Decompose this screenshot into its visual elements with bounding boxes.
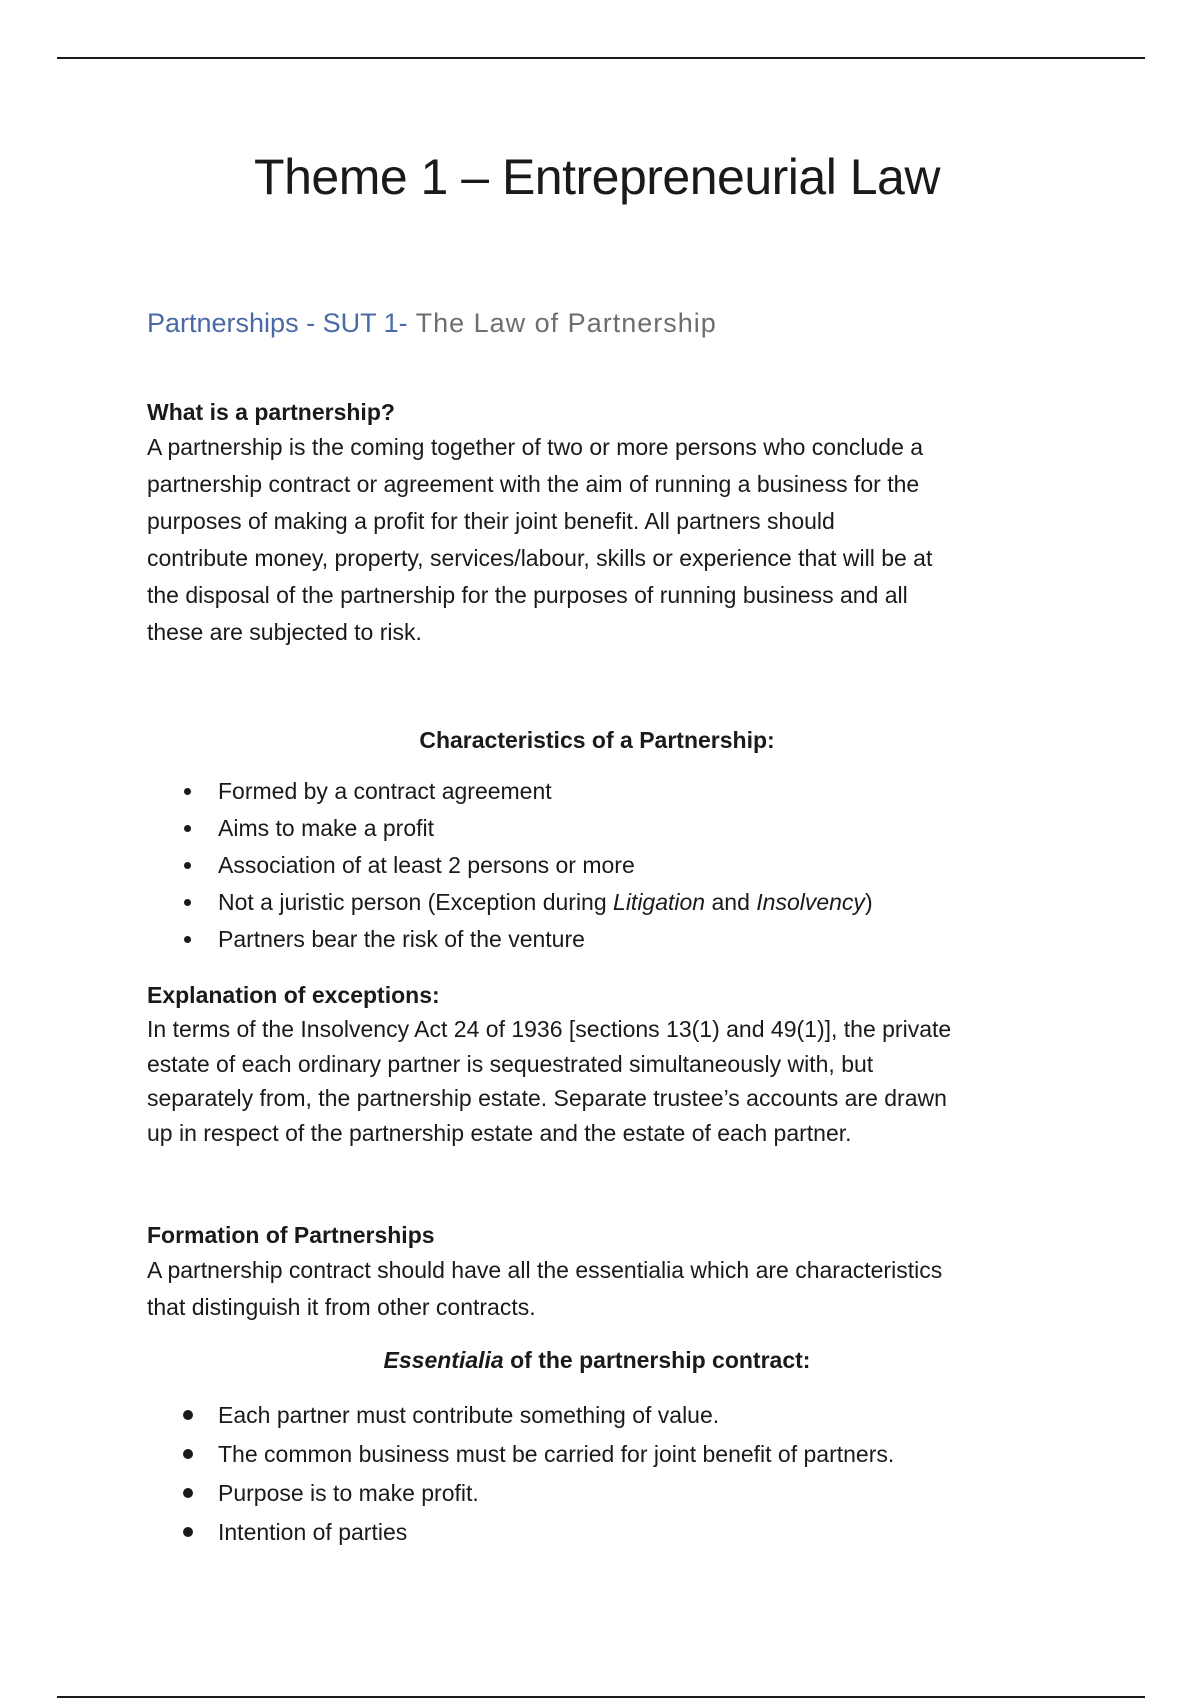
section-heading: Formation of Partnerships xyxy=(147,1222,435,1248)
bullet-icon xyxy=(183,1410,193,1420)
bullet-icon xyxy=(183,1488,193,1498)
bullet-icon xyxy=(183,1527,193,1537)
bullet-icon xyxy=(184,862,191,869)
subtitle-part-1: Partnerships - SUT 1- xyxy=(147,308,408,338)
list-item: Purpose is to make profit. xyxy=(147,1474,894,1513)
paragraph-line: these are subjected to risk. xyxy=(147,619,422,645)
paragraph-line: up in respect of the partnership estate and the estate of each partner. xyxy=(147,1119,852,1146)
paragraph-line: purposes of making a profit for their joint benefit. All partners should xyxy=(147,508,835,534)
section-heading: Explanation of exceptions: xyxy=(147,982,440,1008)
bullet-icon xyxy=(184,899,191,906)
section-exceptions xyxy=(147,978,1067,1150)
paragraph-line: In terms of the Insolvency Act 24 of 1936 [sections 13(1) and 49(1)], the private xyxy=(147,1016,952,1042)
list-item: The common business must be carried for joint benefit of partners. xyxy=(147,1435,894,1474)
bullet-icon xyxy=(184,825,191,832)
list-item: Each partner must contribute something of value. xyxy=(147,1396,894,1435)
characteristics-heading: Characteristics of a Partnership: xyxy=(419,727,775,753)
essentialia-heading: Essentialia of the partnership contract: xyxy=(383,1347,811,1373)
section-formation xyxy=(147,1218,1067,1326)
bullet-icon xyxy=(183,1449,193,1459)
paragraph-line: A partnership contract should have all the essentialia which are characteristics xyxy=(147,1257,943,1283)
paragraph-line: contribute money, property, services/labour, skills or experience that will be at xyxy=(147,545,933,571)
bullet-icon xyxy=(184,936,191,943)
essentialia-list xyxy=(147,1396,894,1552)
paragraph-line: estate of each ordinary partner is sequestrated simultaneously with, but xyxy=(147,1050,874,1077)
list-item: Partners bear the risk of the venture xyxy=(147,921,873,958)
paragraph-line: partnership contract or agreement with the aim of running a business for the xyxy=(147,471,920,497)
section-subtitle xyxy=(147,308,717,339)
paragraph-line: A partnership is the coming together of two or more persons who conclude a xyxy=(147,434,924,460)
list-item: Not a juristic person (Exception during Litigation and Insolvency) xyxy=(147,884,873,921)
bullet-icon xyxy=(184,788,191,795)
subtitle-part-2: The Law of Partnership xyxy=(407,308,717,338)
paragraph-line: that distinguish it from other contracts. xyxy=(147,1294,536,1320)
paragraph-line: separately from, the partnership estate. Separate trustee’s accounts are drawn xyxy=(147,1085,947,1111)
characteristics-list xyxy=(147,773,873,958)
list-item: Aims to make a profit xyxy=(147,810,873,847)
section-heading: What is a partnership? xyxy=(147,399,395,425)
list-item: Association of at least 2 persons or more xyxy=(147,847,873,884)
bottom-rule xyxy=(57,1696,1145,1698)
top-rule xyxy=(57,57,1145,59)
paragraph-line: the disposal of the partnership for the purposes of running business and all xyxy=(147,582,908,608)
page-title: Theme 1 – Entrepreneurial Law xyxy=(254,149,940,205)
section-what-is-partnership xyxy=(147,395,1067,651)
list-item: Formed by a contract agreement xyxy=(147,773,873,810)
list-item: Intention of parties xyxy=(147,1513,894,1552)
